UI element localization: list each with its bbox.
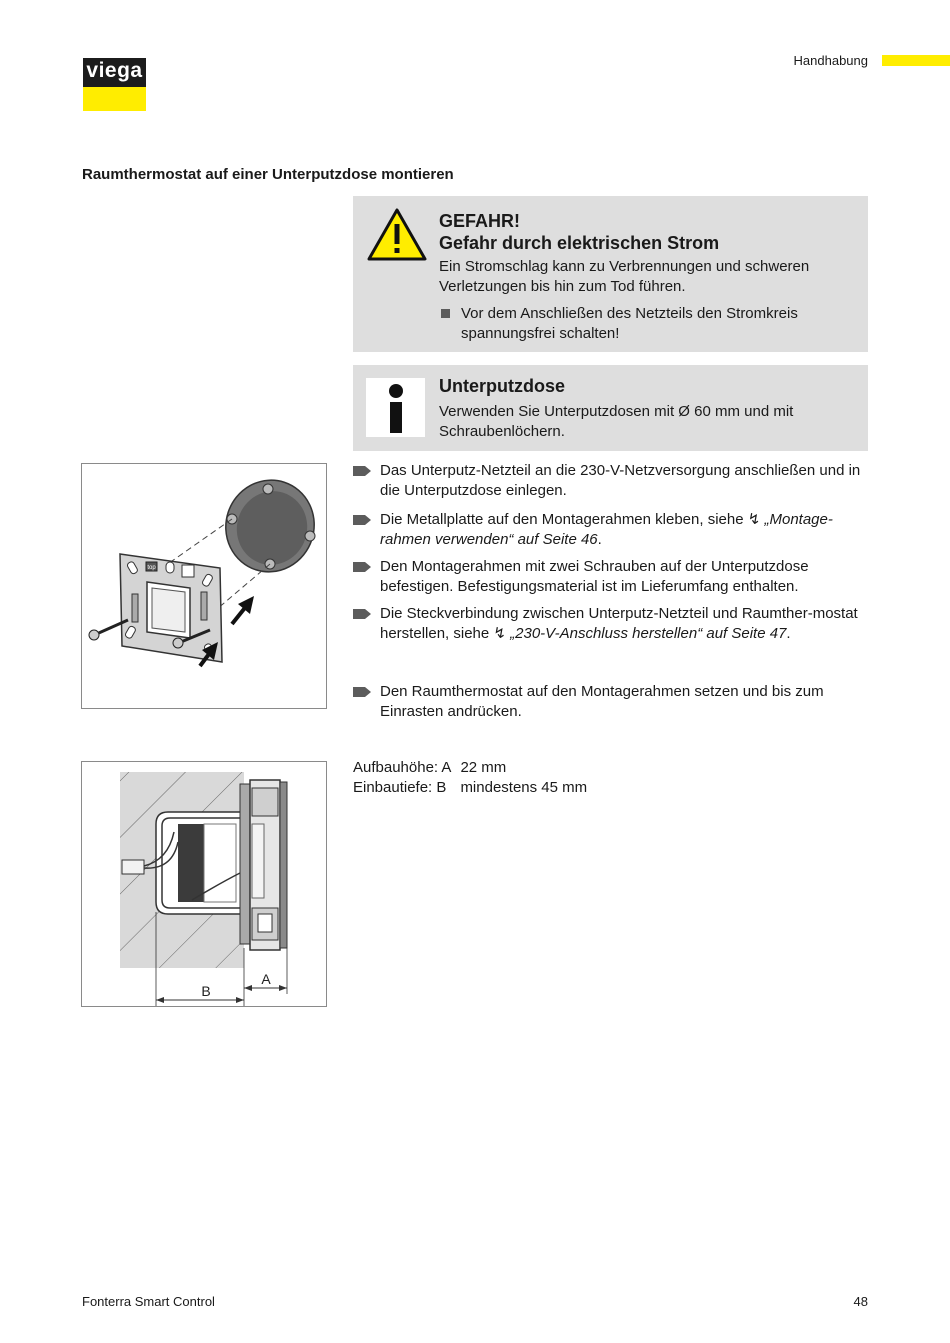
dimension-label-b: B <box>201 983 211 999</box>
reference-arrow-icon: ↯ <box>493 625 506 642</box>
step-item <box>353 510 868 550</box>
step-text: Das Unterputz-Netzteil an die 230-V-Netzversorgung anschließen und in die Unterputzdose einlegen. <box>380 462 861 499</box>
dimension-value: 22 mm <box>460 759 507 776</box>
step-text: Den Raumthermostat auf den Montagerahmen setzen und bis zum Einrasten andrücken. <box>380 683 824 720</box>
danger-title <box>439 210 719 254</box>
step-text: Die Metallplatte auf den Montagerahmen kleben, siehe <box>380 511 748 528</box>
mounting-illustration <box>82 464 326 708</box>
info-title: Unterputzdose <box>439 376 565 396</box>
cross-section-figure <box>81 761 327 1007</box>
mounting-figure <box>81 463 327 709</box>
info-icon <box>366 378 425 437</box>
danger-title-line1: GEFAHR! <box>439 211 520 231</box>
logo-yellow-band <box>83 87 146 111</box>
step-item <box>353 682 868 722</box>
step-marker-icon <box>353 687 371 697</box>
danger-text: Ein Stromschlag kann zu Verbrennungen und schweren Verletzungen bis hin zum Tod führen. <box>439 258 810 295</box>
viega-logo <box>83 58 146 87</box>
danger-notice <box>353 196 868 352</box>
cross-reference-link[interactable]: „230-V-Anschluss herstellen“ auf Seite 47 <box>510 625 787 642</box>
step-item <box>353 604 868 644</box>
step-marker-icon <box>353 562 371 572</box>
frame-top-label: top <box>147 565 156 571</box>
cross-section-illustration <box>82 762 326 1006</box>
dimension-value: mindestens 45 mm <box>460 779 588 796</box>
step-text: Die Steckverbindung zwischen Unterputz-Netzteil und Raumther-mostat herstellen, siehe <box>380 605 858 642</box>
step-marker-icon <box>353 609 371 619</box>
reference-arrow-icon: ↯ <box>747 511 761 528</box>
header-section-label: Handhabung <box>793 53 868 68</box>
step-text-end: . <box>786 625 791 642</box>
info-notice <box>353 365 868 451</box>
step-item <box>353 557 868 597</box>
logo-text: viega <box>86 59 143 82</box>
danger-bullet <box>439 304 854 344</box>
header-yellow-bar <box>882 55 950 66</box>
dimensions-table <box>353 758 587 798</box>
step-marker-icon <box>353 466 371 476</box>
dimension-label: Einbautiefe: B <box>353 779 447 796</box>
footer-product: Fonterra Smart Control <box>82 1294 215 1309</box>
section-title: Raumthermostat auf einer Unterputzdose montieren <box>82 166 454 183</box>
dimension-row <box>353 758 587 778</box>
dimension-label-a: A <box>261 971 271 987</box>
step-item <box>353 461 868 501</box>
info-text: Verwenden Sie Unterputzdosen mit Ø 60 mm und mit Schraubenlöchern. <box>439 403 794 440</box>
step-text: Den Montagerahmen mit zwei Schrauben auf der Unterputzdose befestigen. Befestigungsmaterial ist im Lieferumfang enthalten. <box>380 558 809 595</box>
step-marker-icon <box>353 515 371 525</box>
warning-triangle-icon <box>367 208 427 262</box>
danger-title-line2: Gefahr durch elektrischen Strom <box>439 233 720 253</box>
dimension-row <box>353 778 587 798</box>
step-text-end: . <box>597 531 602 548</box>
footer-page-number: 48 <box>853 1294 868 1309</box>
dimension-label: Aufbauhöhe: A <box>353 759 452 776</box>
cross-reference-link[interactable]: „Montage-rahmen verwenden“ auf Seite 46 <box>380 511 833 548</box>
danger-bullet-text: Vor dem Anschließen des Netzteils den Stromkreis spannungsfrei schalten! <box>461 305 798 342</box>
square-bullet-icon <box>441 309 450 318</box>
